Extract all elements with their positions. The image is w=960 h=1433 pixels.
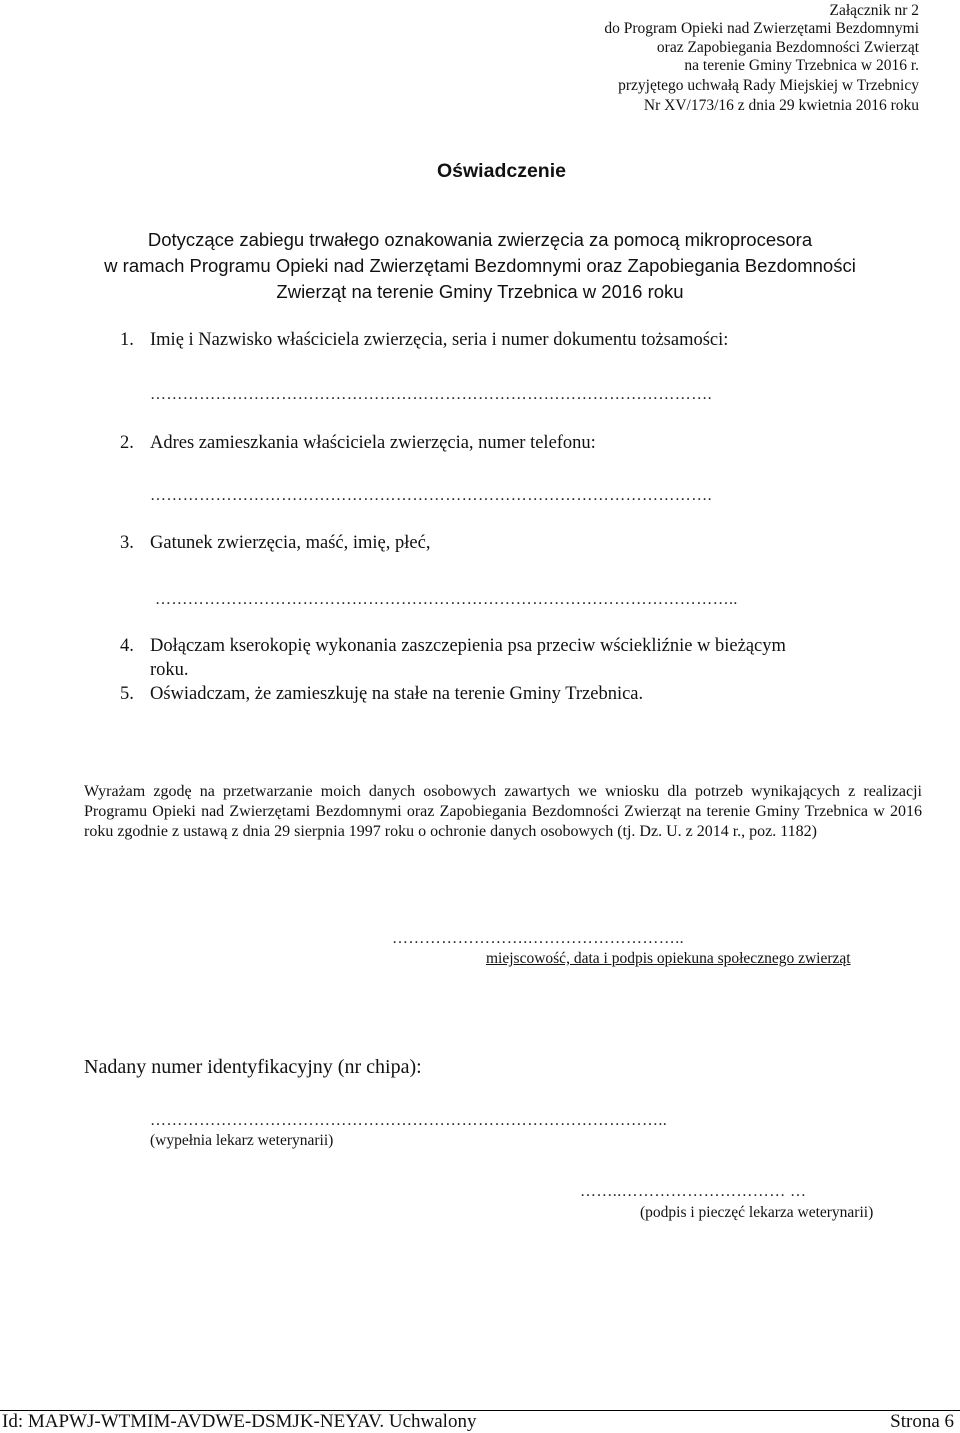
owner-signature-label: miejscowość, data i podpis opiekuna społecznego zwierząt (486, 950, 851, 967)
footer-page-number: Strona 6 (890, 1411, 954, 1432)
item-text: roku. (150, 660, 189, 680)
subtitle-line: Zwierząt na terenie Gminy Trzebnica w 2016 roku (276, 281, 684, 302)
owner-address-field[interactable]: …………………………………………………………………………………………. (150, 487, 712, 504)
header-line: Nr XV/173/16 z dnia 29 kwietnia 2016 roku (643, 97, 919, 114)
owner-signature-line[interactable]: …………………….……………………….. (392, 930, 684, 947)
subtitle-line: w ramach Programu Opieki nad Zwierzętami Bezdomnymi oraz Zapobiegania Bezdomności (104, 255, 856, 276)
chip-number-label: Nadany numer identyfikacyjny (nr chipa): (84, 1056, 422, 1078)
item-text: Gatunek zwierzęcia, maść, imię, płeć, (150, 533, 431, 553)
header-line: oraz Zapobiegania Bezdomności Zwierząt (656, 39, 919, 56)
item-number: 4. (120, 636, 134, 656)
header-line: na terenie Gminy Trzebnica w 2016 r. (684, 57, 919, 74)
document-title: Oświadczenie (437, 160, 566, 182)
footer-document-id: Id: MAPWJ-WTMIM-AVDWE-DSMJK-NEYAV. Uchwalony (2, 1411, 477, 1432)
item-number: 3. (120, 533, 134, 553)
item-number: 5. (120, 684, 134, 704)
header-line: przyjętego uchwałą Rady Miejskiej w Trzebnicy (618, 77, 919, 94)
item-number: 2. (120, 433, 134, 453)
item-text: Dołączam kserokopię wykonania zaszczepienia psa przeciw wściekliźnie w bieżącym (150, 636, 786, 656)
item-text: Oświadczam, że zamieszkuję na stałe na terenie Gminy Trzebnica. (150, 684, 644, 704)
chip-number-field[interactable]: ………………………………………………………………………………….. (150, 1112, 668, 1129)
header-line: do Program Opieki nad Zwierzętami Bezdomnymi (604, 20, 919, 37)
owner-name-field[interactable]: …………………………………………………………………………………………. (150, 386, 712, 403)
item-text: Imię i Nazwisko właściciela zwierzęcia, seria i numer dokumentu tożsamości: (150, 330, 729, 350)
vet-signature-label: (podpis i pieczęć lekarza weterynarii) (640, 1204, 874, 1221)
animal-details-field[interactable]: …………………………………………………………………………………………….. (155, 591, 738, 608)
consent-paragraph: Wyrażam zgodę na przetwarzanie moich danych osobowych zawartych we wniosku dla potrzeb wynikających z realizacji Programu Opieki nad Zwierzętami Bezdomnymi oraz Zapobiegania Bezdomności Zwierząt na terenie Gminy Trzebnica w 2016 roku zgodnie z ustawą z dnia 29 sierpnia 1997 roku o ochronie danych osobowych (tj. Dz. U. z 2014 r., poz. 1182) (84, 783, 922, 840)
chip-note: (wypełnia lekarz weterynarii) (150, 1132, 334, 1149)
subtitle-line: Dotyczące zabiegu trwałego oznakowania zwierzęcia za pomocą mikroprocesora (147, 229, 813, 250)
item-text: Adres zamieszkania właściciela zwierzęcia, numer telefonu: (150, 433, 596, 453)
item-number: 1. (120, 330, 134, 350)
vet-signature-line[interactable]: ……..………………………… … (580, 1183, 807, 1200)
header-line: Załącznik nr 2 (829, 2, 919, 19)
